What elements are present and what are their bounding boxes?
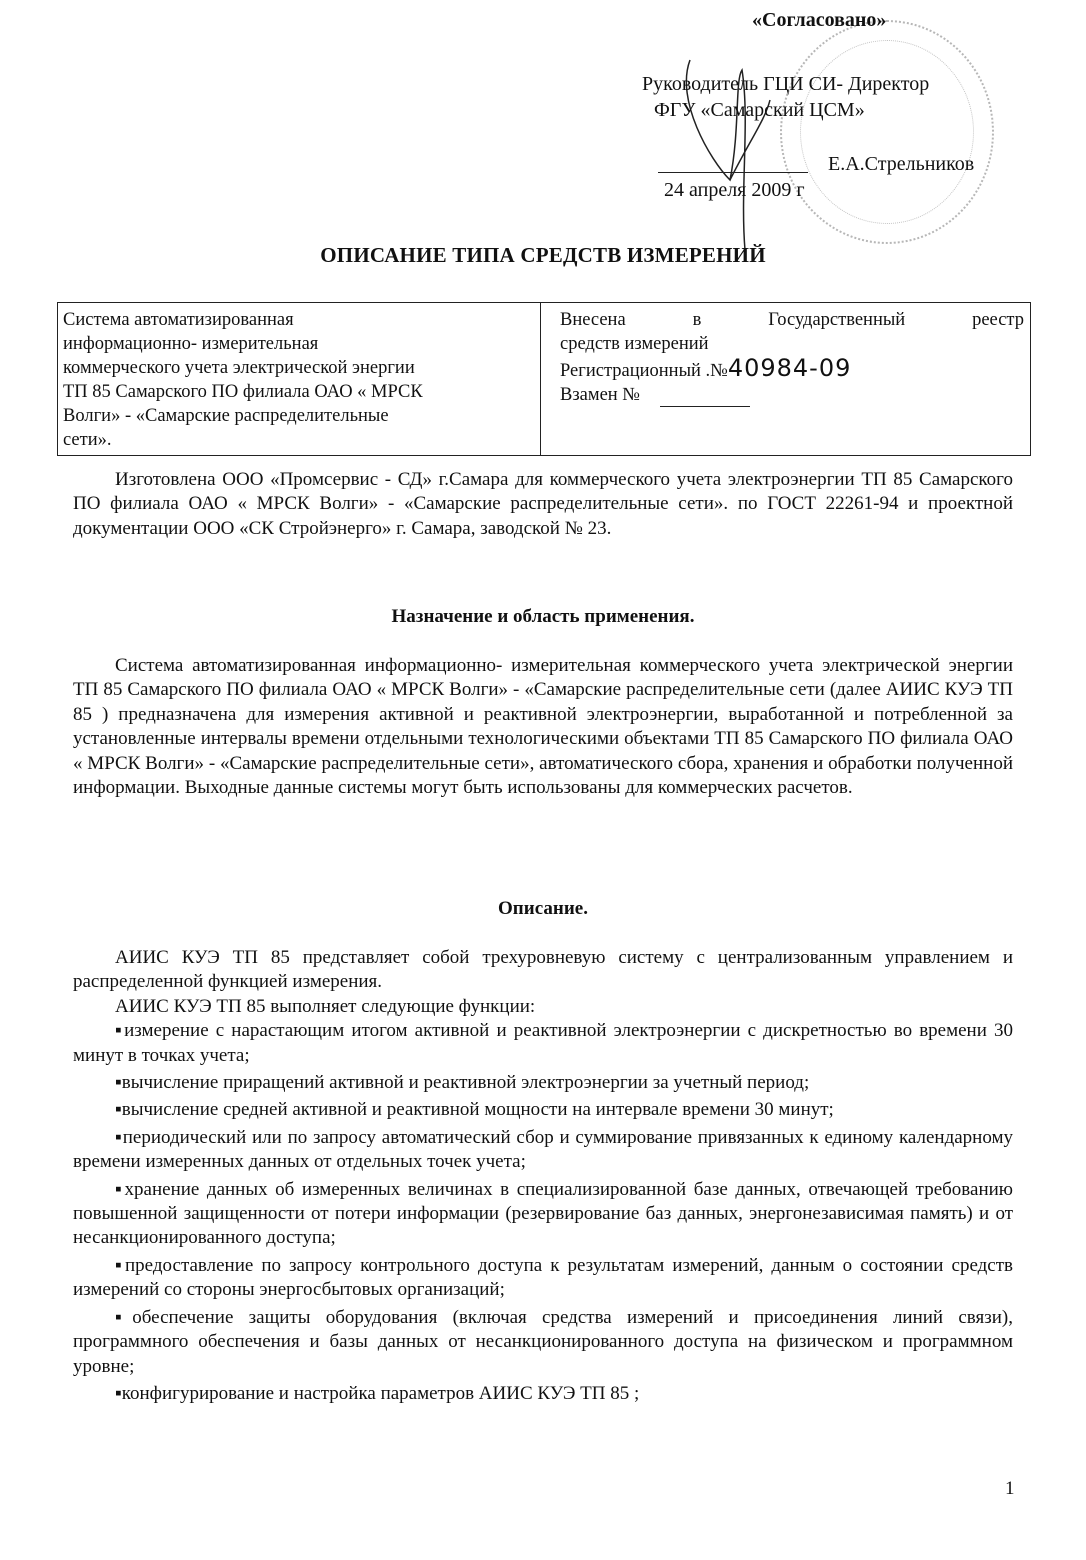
system-name-line: ТП 85 Самарского ПО филиала ОАО « МРСК — [63, 382, 423, 402]
registration-row — [560, 356, 1024, 383]
approval-date: 24 апреля 2009 г — [664, 179, 805, 201]
page-number: 1 — [1005, 1478, 1015, 1499]
function-item: ▪вычисление приращений активной и реактивной электроэнергии за учетный период; — [115, 1072, 810, 1094]
system-name-line: сети». — [63, 430, 112, 450]
approver-role: Руководитель ГЦИ СИ- Директор — [642, 73, 930, 95]
replaces-row — [560, 383, 1024, 407]
system-name-line: Волги» - «Самарские распределительные — [63, 406, 389, 426]
approver-name: Е.А.Стрельников — [828, 153, 975, 175]
section-heading-purpose: Назначение и область применения. — [391, 606, 695, 627]
function-item: ▪вычисление средней активной и реактивной мощности на интервале времени 30 минут; — [115, 1099, 834, 1121]
replaces-label: Взамен № — [560, 385, 640, 405]
function-item: ▪измерение с нарастающим итогом активной и реактивной электроэнергии с дискретностью во времени 30 минут в точках учета; — [73, 1020, 1013, 1066]
system-name-line: информационно- измерительная — [63, 334, 319, 354]
registry-line: средств измерений — [560, 334, 709, 354]
official-stamp — [780, 20, 994, 244]
system-name-line: коммерческого учета электрической энергии — [63, 358, 415, 378]
registry-cell — [541, 303, 1030, 455]
registration-label: Регистрационный .№ — [560, 361, 728, 381]
function-item: ▪обеспечение защиты оборудования (включая средства измерений и присоединения линий связи), программного обеспечения и базы данных от несанкционированного доступа на физическом и программном уровне; — [73, 1306, 1013, 1377]
registration-number: 40984-09 — [727, 354, 852, 382]
manufacturer-paragraph: Изготовлена ООО «Промсервис - СД» г.Самара для коммерческого учета электроэнергии ТП 85 Самарского ПО филиала ОАО « МРСК Волги» - «Самарские распределительные сети». по ГОСТ 22261-94 и проектной документации ООО «СК Стройэнерго» г. Самара, заводской № 23. — [73, 469, 1013, 539]
system-name-cell — [58, 303, 541, 455]
purpose-block — [73, 654, 1013, 800]
function-item: ▪конфигурирование и настройка параметров АИИС КУЭ ТП 85 ; — [115, 1382, 640, 1404]
approval-title: «Согласовано» — [752, 9, 887, 31]
signature-line — [658, 172, 808, 173]
function-item: ▪хранение данных об измеренных величинах в специализированной базе данных, отвечающей требованию повышенной защищенности от потери информации (резервирование баз данных, энергонезависимая память) и от несанкционированного доступа; — [73, 1178, 1013, 1249]
approver-organization: ФГУ «Самарский ЦСМ» — [654, 99, 865, 121]
replaces-blank — [660, 406, 750, 407]
functions-lead: АИИС КУЭ ТП 85 выполняет следующие функции: — [115, 995, 536, 1017]
section-heading-description: Описание. — [498, 898, 588, 919]
system-name-line: Система автоматизированная — [63, 310, 294, 330]
document-title: ОПИСАНИЕ ТИПА СРЕДСТВ ИЗМЕРЕНИЙ — [320, 243, 766, 267]
purpose-paragraph: Система автоматизированная информационно- измерительная коммерческого учета электрической энергии ТП 85 Самарского ПО филиала ОАО « МРСК Волги» - «Самарские распределительные сети (далее АИИС КУЭ ТП 85 ) предназначена для измерения активной и реактивной электроэнергии, выработанной и потребленной за установленные интервалы времени отдельными технологическими объектами ТП 85 Самарского ПО филиала ОАО « МРСК Волги» - «Самарские распределительные сети», автоматического сбора, хранения и обработки полученной информации. Выходные данные системы могут быть использованы для коммерческих расчетов. — [73, 655, 1013, 799]
manufacturer-block — [73, 468, 1013, 541]
function-item: ▪периодический или по запросу автоматический сбор и суммирование привязанных к единому календарному времени измеренных данных от отдельных точек учета; — [73, 1126, 1013, 1173]
description-block — [73, 946, 1013, 1406]
description-intro: АИИС КУЭ ТП 85 представляет собой трехуровневую систему с централизованным управлением и распределенной функцией измерения. — [73, 947, 1013, 993]
function-item: ▪предоставление по запросу контрольного доступа к результатам измерений, данным о состоянии средств измерений со стороны энергосбытовых организаций; — [73, 1254, 1013, 1301]
registry-line: Внесена в Государственный реестр — [560, 310, 1024, 330]
info-table — [57, 302, 1031, 456]
